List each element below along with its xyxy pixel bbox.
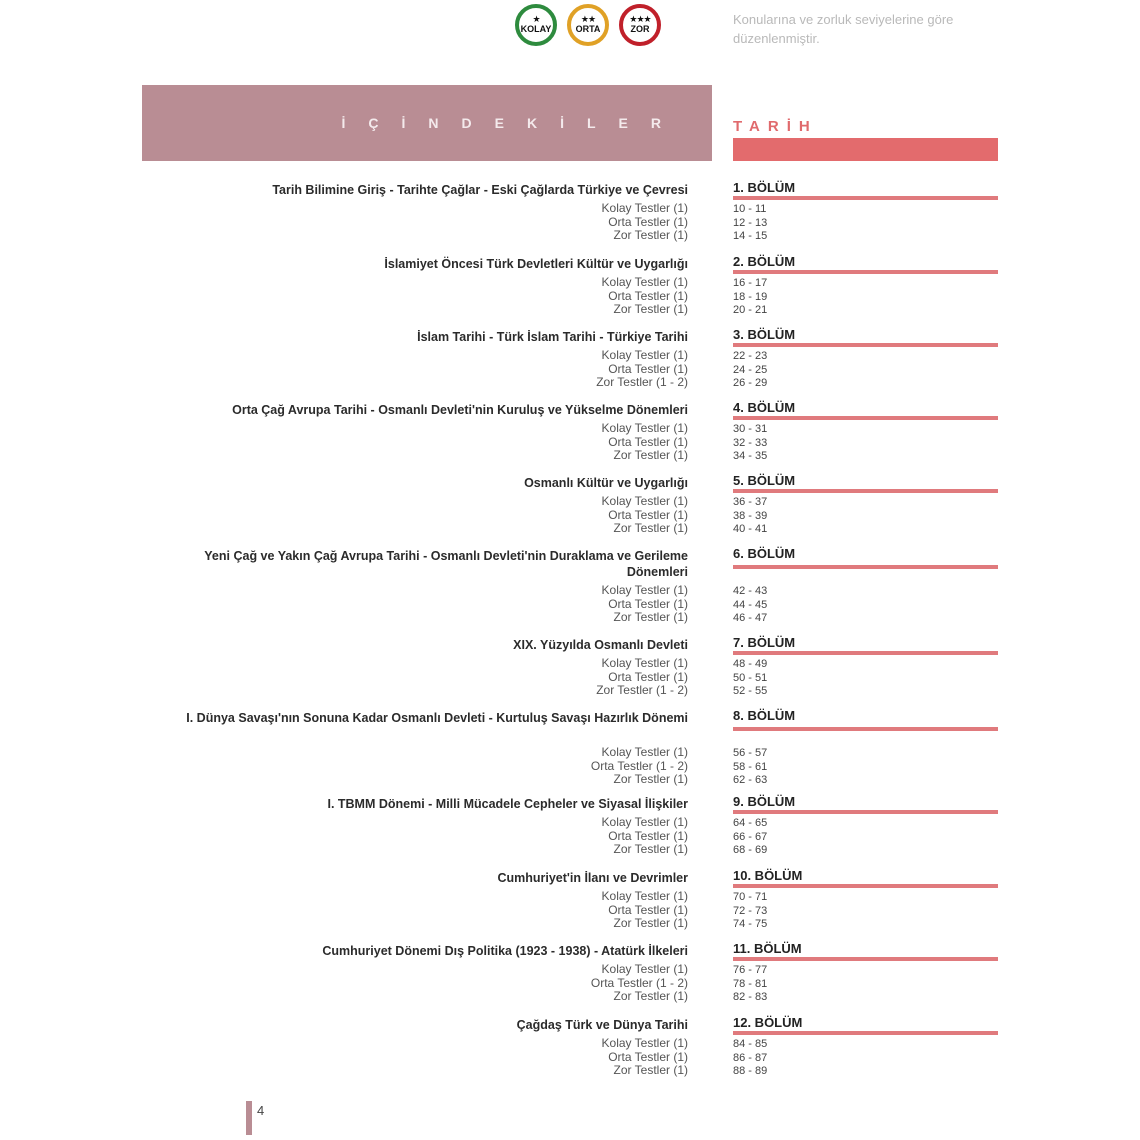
page-range: 24 - 25 [733,363,768,376]
test-item: Orta Testler (1) [608,434,688,449]
test-list [602,495,688,536]
test-item: Kolay Testler (1) [601,745,688,759]
badge-label: ORTA [575,24,601,34]
test-list [602,1037,688,1078]
test-item: Zor Testler (1 - 2) [596,683,688,697]
page-range: 74 - 75 [733,918,768,930]
page-range: 22 - 23 [733,350,768,362]
page-range: 84 - 85 [733,1038,768,1050]
test-list [596,349,688,390]
test-item: Kolay Testler (1) [601,815,688,829]
test-item: Zor Testler (1) [613,989,688,1003]
section-label: 7. BÖLÜM [733,635,796,650]
test-item: Zor Testler (1) [613,448,688,462]
section-divider [733,416,998,420]
test-item: Orta Testler (1) [608,361,688,376]
page-list [733,203,767,244]
test-item: Kolay Testler (1) [601,656,688,670]
contents-header-band [142,85,712,161]
section-divider [733,489,998,493]
star-icon: ★★★ [629,14,651,24]
test-item: Orta Testler (1) [608,1049,688,1064]
test-item: Zor Testler (1) [613,302,688,316]
page-range: 10 - 11 [733,203,767,215]
test-item: Orta Testler (1 - 2) [590,758,688,773]
section-title: İslam Tarihi - Türk İslam Tarihi - Türkiye Tarihi [417,330,688,344]
badge-orta [567,4,609,46]
test-item: Orta Testler (1) [608,828,688,843]
page-list [733,496,767,537]
page-range: 20 - 21 [733,304,768,316]
page-range: 34 - 35 [733,450,768,462]
page-range: 16 - 17 [733,277,768,289]
test-item: Zor Testler (1) [613,916,688,930]
page-range: 70 - 71 [733,891,768,903]
page-range: 66 - 67 [733,830,768,843]
difficulty-note: Konularına ve zorluk seviyelerine göre düzenlenmiştir. [733,12,954,46]
test-item: Kolay Testler (1) [601,348,688,362]
test-list [602,276,688,317]
section-divider [733,727,998,731]
test-item: Kolay Testler (1) [601,889,688,903]
test-item: Orta Testler (1) [608,507,688,522]
section-divider [733,1031,998,1035]
badge-label: ZOR [630,24,650,34]
page-range: 14 - 15 [733,230,768,242]
page-marker [246,1101,252,1135]
section-title: Çağdaş Türk ve Dünya Tarihi [516,1018,688,1032]
test-item: Orta Testler (1 - 2) [590,975,688,990]
section-title: Cumhuriyet Dönemi Dış Politika (1923 - 1938) - Atatürk İlkeleri [322,944,688,958]
test-list [602,422,688,463]
page-range: 36 - 37 [733,496,768,508]
section-divider [733,810,998,814]
test-item: Zor Testler (1) [613,228,688,242]
page-range: 40 - 41 [733,523,768,535]
page-list [733,1038,767,1079]
test-item: Kolay Testler (1) [601,421,688,435]
page-list [733,350,767,391]
page-range: 42 - 43 [733,585,768,597]
test-item: Kolay Testler (1) [601,1036,688,1050]
section-divider [733,957,998,961]
test-item: Kolay Testler (1) [601,962,688,976]
page-range: 52 - 55 [733,685,768,697]
page-range: 26 - 29 [733,377,768,389]
page-range: 88 - 89 [733,1065,768,1077]
page-range: 82 - 83 [733,991,768,1003]
section-title: I. TBMM Dönemi - Milli Mücadele Cepheler ve Siyasal İlişkiler [327,797,688,811]
section-label: 5. BÖLÜM [733,473,796,488]
page-number: 4 [257,1103,265,1118]
test-list [591,746,688,787]
page-range: 18 - 19 [733,290,768,303]
section-divider [733,270,998,274]
section-title: Osmanlı Kültür ve Uygarlığı [524,476,688,490]
test-item: Zor Testler (1) [613,772,688,786]
page-range: 76 - 77 [733,964,768,976]
test-item: Orta Testler (1) [608,214,688,229]
test-item: Zor Testler (1) [613,610,688,624]
page-range: 30 - 31 [733,423,768,435]
page-list [733,891,767,932]
test-item: Kolay Testler (1) [601,275,688,289]
page-range: 86 - 87 [733,1051,768,1064]
badge-zor [619,4,661,46]
badge-label: KOLAY [520,24,552,34]
page-list [733,277,767,318]
page-range: 32 - 33 [733,436,768,449]
page-list [733,747,767,788]
section-title: Orta Çağ Avrupa Tarihi - Osmanlı Devleti'nin Kuruluş ve Yükselme Dönemleri [232,403,688,417]
page-list [733,964,767,1005]
section-label: 10. BÖLÜM [733,868,803,883]
badge-kolay [515,4,557,46]
test-item: Kolay Testler (1) [601,201,688,215]
section-label: 2. BÖLÜM [733,254,796,269]
page-range: 64 - 65 [733,817,768,829]
test-item: Zor Testler (1 - 2) [596,375,688,389]
page-list [733,585,767,626]
test-item: Orta Testler (1) [608,596,688,611]
section-title: XIX. Yüzyılda Osmanlı Devleti [513,638,688,652]
section-label: 3. BÖLÜM [733,327,796,342]
section-title: Tarih Bilimine Giriş - Tarihte Çağlar - Eski Çağlarda Türkiye ve Çevresi [272,183,688,197]
page-range: 48 - 49 [733,658,768,670]
section-title: Cumhuriyet'in İlanı ve Devrimler [497,871,688,885]
test-item: Zor Testler (1) [613,842,688,856]
section-title: İslamiyet Öncesi Türk Devletleri Kültür ve Uygarlığı [384,257,688,271]
page-range: 50 - 51 [733,671,768,684]
test-item: Orta Testler (1) [608,288,688,303]
test-item: Zor Testler (1) [613,1063,688,1077]
page-range: 68 - 69 [733,844,768,856]
test-item: Kolay Testler (1) [601,583,688,597]
section-divider [733,651,998,655]
page-list [733,423,767,464]
test-list [596,657,688,698]
contents-title: İÇİNDEKİLER [341,115,684,131]
section-divider [733,196,998,200]
section-label: 9. BÖLÜM [733,794,796,809]
difficulty-badges [515,4,661,46]
section-divider [733,565,998,569]
section-label: 8. BÖLÜM [733,708,796,723]
section-divider [733,343,998,347]
test-list [602,816,688,857]
section-label: 6. BÖLÜM [733,546,796,561]
page-range: 12 - 13 [733,216,768,229]
test-item: Kolay Testler (1) [601,494,688,508]
page-range: 78 - 81 [733,977,768,990]
test-item: Zor Testler (1) [613,521,688,535]
section-label: 11. BÖLÜM [733,941,802,956]
test-list [591,963,688,1004]
subject-title: TARİH [733,118,818,135]
page-list [733,817,767,858]
page-range: 44 - 45 [733,598,768,611]
subject-bar [733,138,998,161]
section-divider [733,884,998,888]
section-label: 4. BÖLÜM [733,400,796,415]
page-range: 46 - 47 [733,612,768,624]
test-item: Orta Testler (1) [608,902,688,917]
star-icon: ★★ [580,14,596,24]
page-range: 62 - 63 [733,774,768,786]
page-list [733,658,767,699]
test-list [602,584,688,625]
page-range: 38 - 39 [733,509,768,522]
page-range: 72 - 73 [733,904,768,917]
test-list [602,202,688,243]
test-item: Orta Testler (1) [608,669,688,684]
section-title: I. Dünya Savaşı'nın Sonuna Kadar Osmanlı Devleti - Kurtuluş Savaşı Hazırlık Dönemi [186,711,688,725]
test-list [602,890,688,931]
section-label: 1. BÖLÜM [733,180,796,195]
section-label: 12. BÖLÜM [733,1015,803,1030]
page-range: 58 - 61 [733,760,768,773]
star-icon: ★ [532,14,540,24]
page-range: 56 - 57 [733,747,768,759]
section-title: Yeni Çağ ve Yakın Çağ Avrupa Tarihi - Osmanlı Devleti'nin Duraklama ve Gerileme Dönemleri [204,549,688,579]
